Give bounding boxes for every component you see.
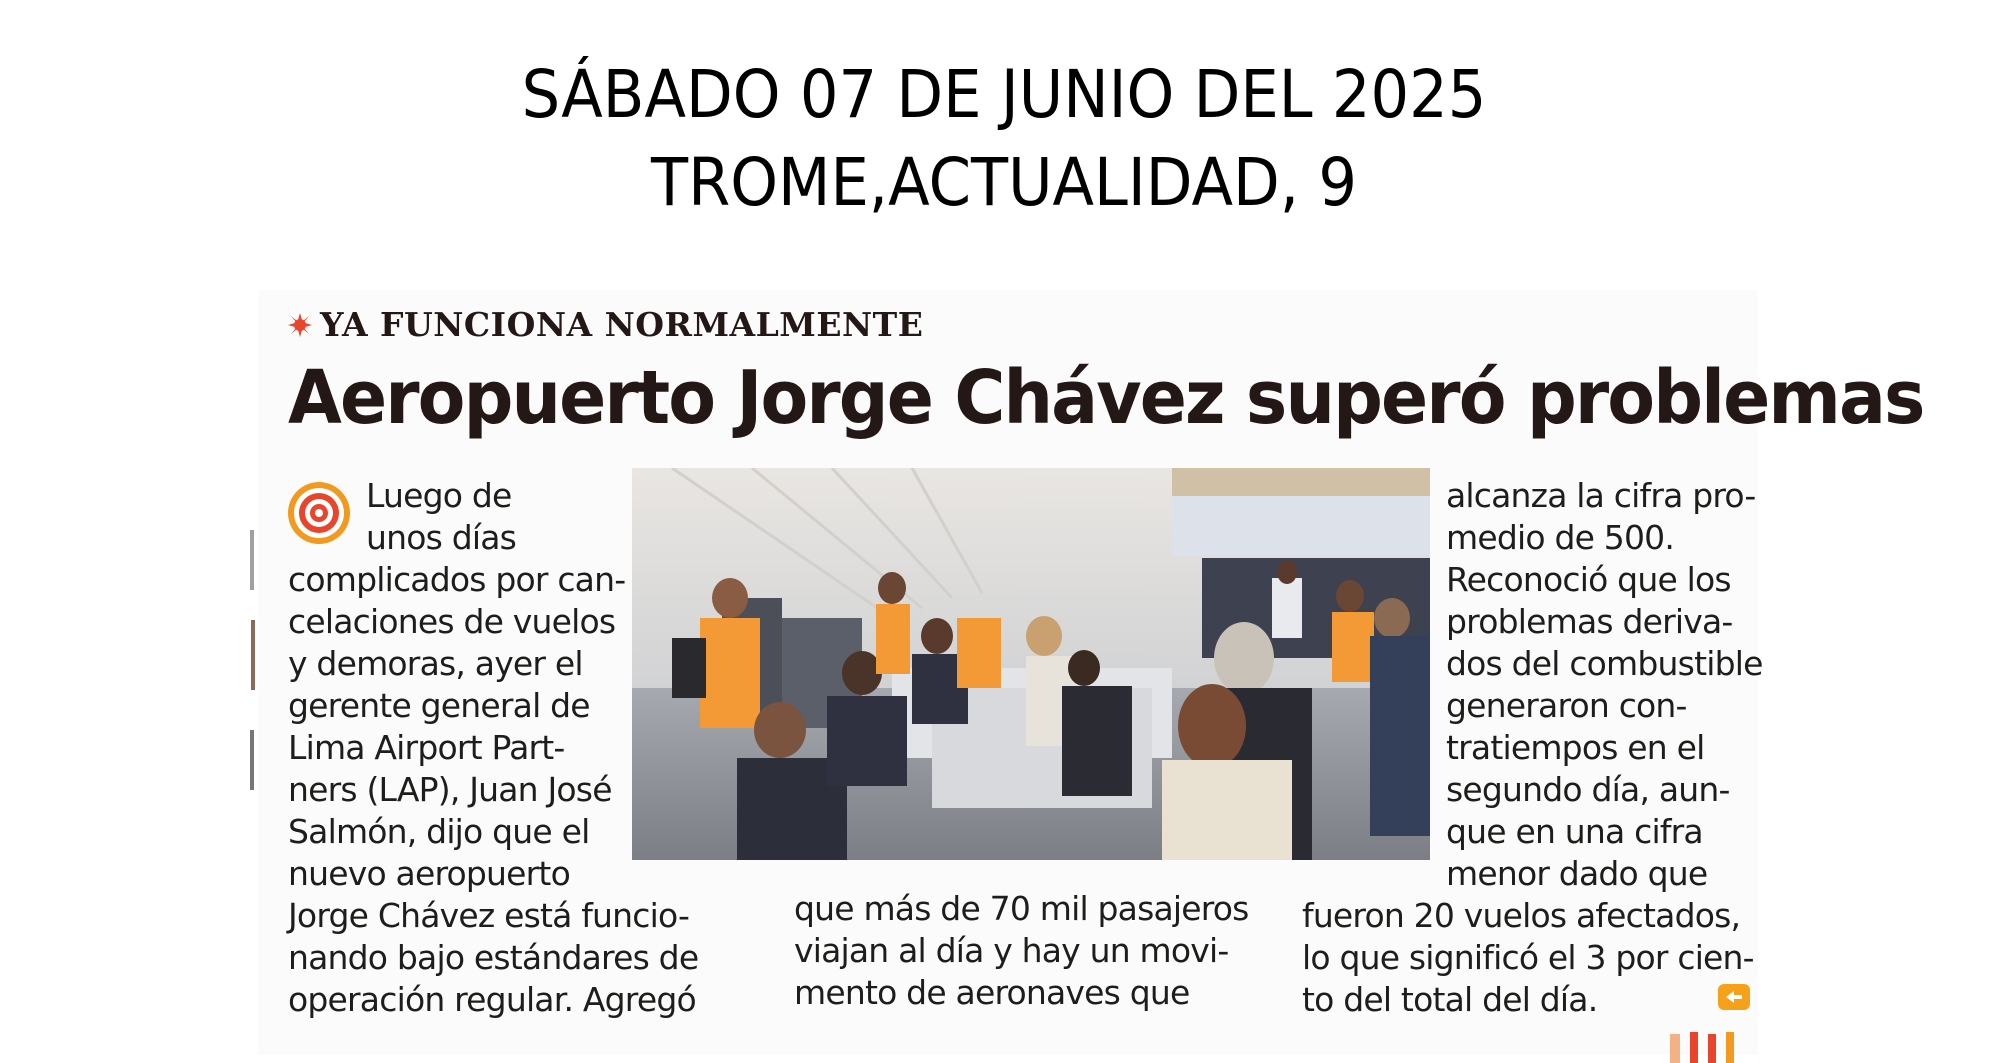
column-line: problemas deriva- [1446,602,1733,641]
column-line: Luego de [366,476,512,515]
article-column-3 [1302,475,1763,1021]
column-line: Jorge Chávez está funcio- [288,896,690,935]
column-line: tratiempos en el [1446,728,1705,767]
column-line: lo que significó el 3 por cien- [1302,938,1754,977]
source-line: TROME,ACTUALIDAD, 9 [650,144,1358,221]
next-article-edge-marks [1668,1030,1758,1063]
clipping-edge-marks [250,530,258,830]
column-line: unos días [366,518,517,557]
column-line: menor dado que [1446,854,1708,893]
kicker-text: YA FUNCIONA NORMALMENTE [320,305,924,344]
article-headline: Aeropuerto Jorge Chávez superó problemas [288,355,1924,441]
column-line: dos del combustible [1446,644,1763,683]
column-line: medio de 500. [1446,518,1675,557]
column-line: fueron 20 vuelos afectados, [1302,896,1741,935]
column-line: nando bajo estándares de [288,938,699,977]
column-line: que más de 70 mil pasajeros [794,889,1249,928]
column-line: viajan al día y hay un movi- [794,931,1229,970]
back-arrow-icon [1718,984,1750,1010]
column-line: operación regular. Agregó [288,980,696,1019]
column-line: gerente general de [288,686,590,725]
column-line: y demoras, ayer el [288,644,583,683]
column-line: mento de aeronaves que [794,973,1190,1012]
column-line: Reconoció que los [1446,560,1731,599]
article-kicker [288,305,923,344]
column-line: celaciones de vuelos [288,602,616,641]
column-line: ners (LAP), Juan José [288,770,612,809]
article-column-2 [794,888,1249,1014]
column-line: Salmón, dijo que el [288,812,590,851]
column-line: segundo día, aun- [1446,770,1730,809]
column-line: nuevo aeropuerto [288,854,570,893]
column-line: complicados por can- [288,560,626,599]
sunburst-icon [288,313,312,337]
column-line: to del total del día. [1302,980,1598,1019]
column-line: alcanza la cifra pro- [1446,476,1756,515]
column-line: generaron con- [1446,686,1687,725]
column-line: que en una cifra [1446,812,1703,851]
date-line: SÁBADO 07 DE JUNIO DEL 2025 [521,56,1487,133]
column-line: Lima Airport Part- [288,728,565,767]
